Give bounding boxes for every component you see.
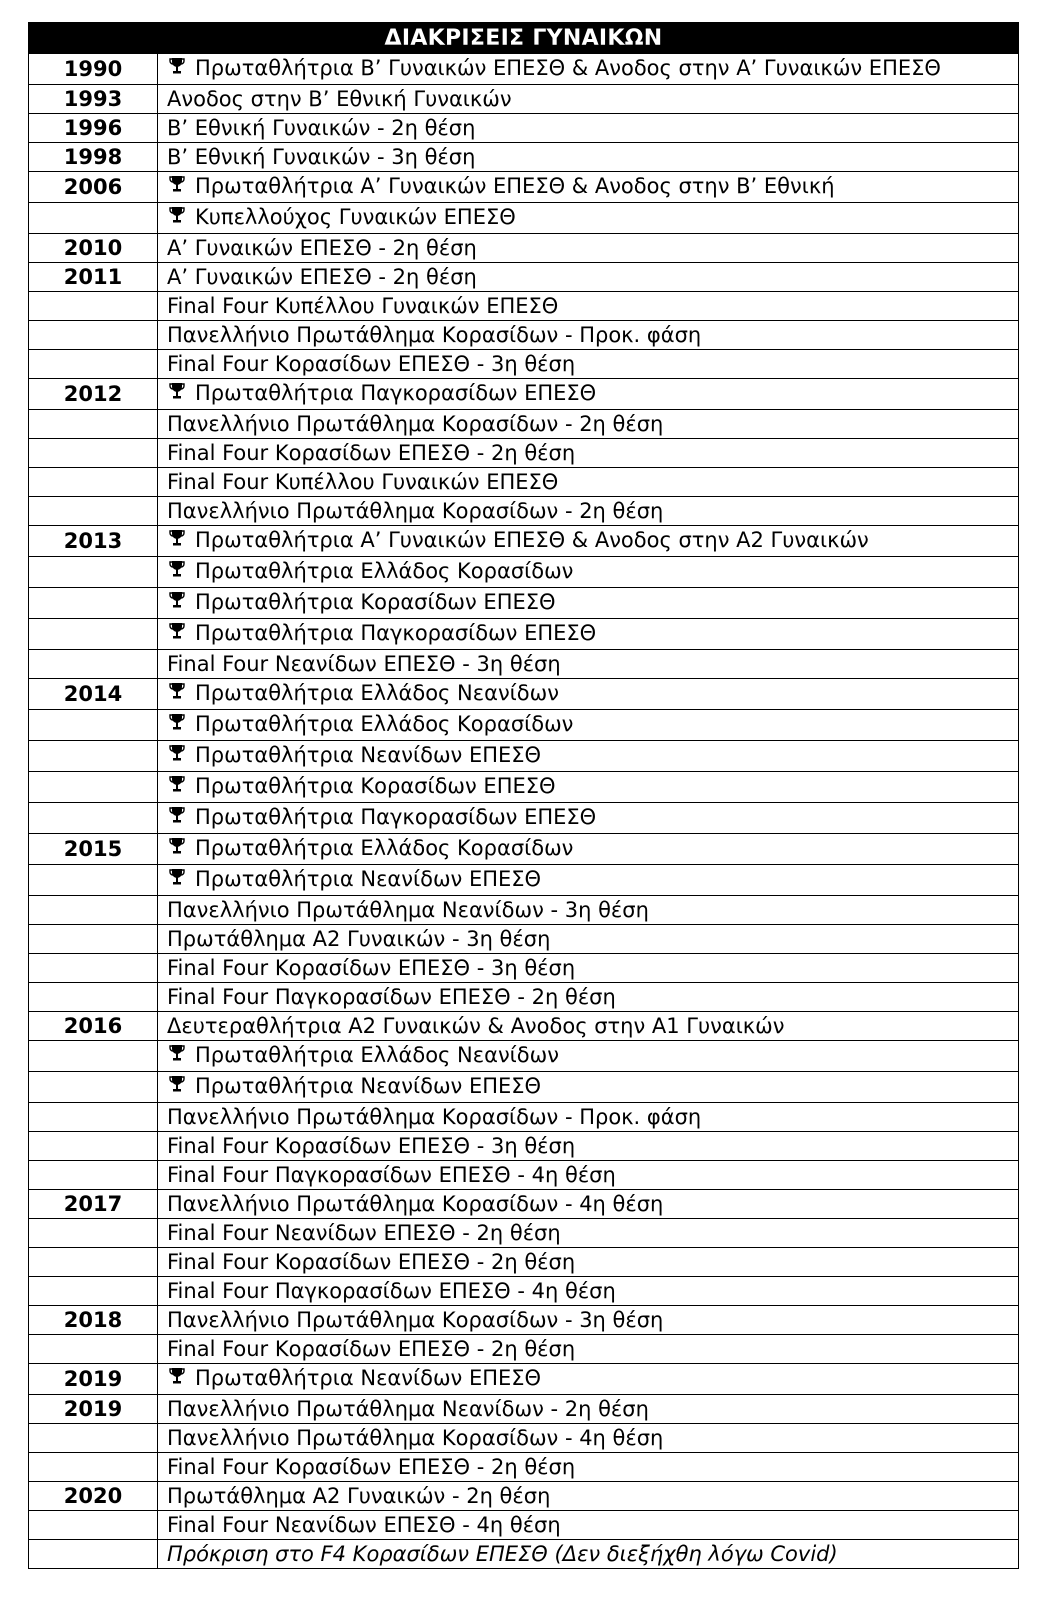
year-cell: 2018 (29, 1306, 158, 1335)
table-row (29, 834, 1019, 865)
achievement-text: Πανελλήνιο Πρωτάθλημα Κορασίδων - 2η θέση (167, 499, 664, 523)
table-row (29, 1277, 1019, 1306)
table-row (29, 954, 1019, 983)
table-row (29, 379, 1019, 410)
achievement-cell (158, 588, 1019, 619)
achievement-text: Πρωταθλήτρια Α’ Γυναικών ΕΠΕΣΘ & Ανοδος στην Α2 Γυναικών (195, 528, 869, 552)
table-row (29, 439, 1019, 468)
trophy-icon (167, 1366, 187, 1394)
table-row (29, 1511, 1019, 1540)
table-row (29, 54, 1019, 85)
year-cell: 2015 (29, 834, 158, 865)
achievement-cell (158, 1306, 1019, 1335)
achievement-cell (158, 896, 1019, 925)
table-row (29, 803, 1019, 834)
year-cell: 2013 (29, 526, 158, 557)
year-cell (29, 410, 158, 439)
year-cell (29, 1161, 158, 1190)
year-cell: 2011 (29, 263, 158, 292)
table-row (29, 557, 1019, 588)
year-cell (29, 983, 158, 1012)
achievement-cell (158, 379, 1019, 410)
achievement-text: Πρωταθλήτρια Κορασίδων ΕΠΕΣΘ (195, 590, 556, 614)
table-row (29, 1335, 1019, 1364)
achievement-cell (158, 1103, 1019, 1132)
trophy-icon (167, 174, 187, 202)
year-cell (29, 203, 158, 234)
year-cell (29, 1248, 158, 1277)
trophy-icon (167, 205, 187, 233)
achievement-cell (158, 439, 1019, 468)
achievement-text: Πρωταθλήτρια Ελλάδος Νεανίδων (195, 1043, 559, 1067)
trophy-icon (167, 681, 187, 709)
table-row (29, 263, 1019, 292)
achievement-cell (158, 350, 1019, 379)
table-row (29, 679, 1019, 710)
achievement-text: Final Four Κορασίδων ΕΠΕΣΘ - 3η θέση (167, 1134, 576, 1158)
achievement-cell (158, 1219, 1019, 1248)
achievement-cell (158, 1364, 1019, 1395)
year-cell (29, 1424, 158, 1453)
achievement-cell (158, 1482, 1019, 1511)
achievement-text: Δευτεραθλήτρια Α2 Γυναικών & Ανοδος στην Α1 Γυναικών (167, 1014, 785, 1038)
table-header-row (29, 23, 1019, 54)
achievement-text: Final Four Κορασίδων ΕΠΕΣΘ - 2η θέση (167, 1337, 576, 1361)
achievement-cell (158, 710, 1019, 741)
table-row (29, 234, 1019, 263)
achievement-cell (158, 54, 1019, 85)
achievement-cell (158, 234, 1019, 263)
achievement-cell (158, 741, 1019, 772)
year-cell (29, 1511, 158, 1540)
table-row (29, 172, 1019, 203)
achievement-cell (158, 1424, 1019, 1453)
table-row (29, 350, 1019, 379)
achievement-cell (158, 865, 1019, 896)
year-cell (29, 1219, 158, 1248)
table-row (29, 1453, 1019, 1482)
achievement-text: Α’ Γυναικών ΕΠΕΣΘ - 2η θέση (167, 265, 477, 289)
achievement-text: Πρωταθλήτρια Κορασίδων ΕΠΕΣΘ (195, 774, 556, 798)
year-cell (29, 292, 158, 321)
achievement-cell (158, 172, 1019, 203)
table-row (29, 1424, 1019, 1453)
table-row (29, 1248, 1019, 1277)
year-cell (29, 772, 158, 803)
year-cell: 2019 (29, 1364, 158, 1395)
achievement-text: Final Four Κορασίδων ΕΠΕΣΘ - 2η θέση (167, 441, 576, 465)
achievement-cell (158, 526, 1019, 557)
achievement-cell (158, 650, 1019, 679)
table-row (29, 203, 1019, 234)
achievement-cell (158, 1012, 1019, 1041)
year-cell (29, 1132, 158, 1161)
year-cell (29, 468, 158, 497)
year-cell (29, 321, 158, 350)
achievement-text: Πανελλήνιο Πρωτάθλημα Κορασίδων - Προκ. φάση (167, 1105, 702, 1129)
table-row (29, 983, 1019, 1012)
year-cell (29, 1041, 158, 1072)
trophy-icon (167, 805, 187, 833)
achievement-cell (158, 114, 1019, 143)
year-cell (29, 896, 158, 925)
year-cell (29, 619, 158, 650)
trophy-icon (167, 1043, 187, 1071)
achievement-cell (158, 557, 1019, 588)
table-row (29, 410, 1019, 439)
trophy-icon (167, 621, 187, 649)
achievement-cell (158, 85, 1019, 114)
year-cell: 1993 (29, 85, 158, 114)
achievement-text: Πρωταθλήτρια Β’ Γυναικών ΕΠΕΣΘ & Ανοδος στην Α’ Γυναικών ΕΠΕΣΘ (195, 56, 941, 80)
achievement-text: Final Four Παγκορασίδων ΕΠΕΣΘ - 4η θέση (167, 1279, 616, 1303)
achievement-cell (158, 1248, 1019, 1277)
year-cell (29, 865, 158, 896)
achievement-cell (158, 1540, 1019, 1569)
year-cell (29, 1103, 158, 1132)
achievements-document (28, 22, 1018, 1569)
table-row (29, 1103, 1019, 1132)
year-cell (29, 350, 158, 379)
achievement-text: Πανελλήνιο Πρωτάθλημα Κορασίδων - 4η θέση (167, 1426, 664, 1450)
table-row (29, 85, 1019, 114)
table-row (29, 526, 1019, 557)
year-cell (29, 1277, 158, 1306)
year-cell (29, 925, 158, 954)
achievement-text: Πρόκριση στο F4 Κορασίδων ΕΠΕΣΘ (Δεν διεξήχθη λόγω Covid) (167, 1542, 838, 1566)
trophy-icon (167, 381, 187, 409)
table-row (29, 1012, 1019, 1041)
table-row (29, 1190, 1019, 1219)
year-cell (29, 1540, 158, 1569)
achievement-cell (158, 1277, 1019, 1306)
achievement-text: Πρωτάθλημα Α2 Γυναικών - 3η θέση (167, 927, 551, 951)
achievement-cell (158, 321, 1019, 350)
achievement-text: Final Four Νεανίδων ΕΠΕΣΘ - 3η θέση (167, 652, 561, 676)
table-row (29, 588, 1019, 619)
year-cell: 2017 (29, 1190, 158, 1219)
achievement-text: Final Four Κυπέλλου Γυναικών ΕΠΕΣΘ (167, 294, 559, 318)
achievement-text: Πανελλήνιο Πρωτάθλημα Κορασίδων - Προκ. φάση (167, 323, 702, 347)
year-cell: 2019 (29, 1395, 158, 1424)
table-row (29, 1132, 1019, 1161)
year-cell (29, 650, 158, 679)
table-row (29, 1540, 1019, 1569)
year-cell (29, 1453, 158, 1482)
trophy-icon (167, 836, 187, 864)
table-row (29, 925, 1019, 954)
achievement-cell (158, 468, 1019, 497)
year-cell (29, 710, 158, 741)
achievement-cell (158, 1072, 1019, 1103)
year-cell: 2014 (29, 679, 158, 710)
year-cell (29, 954, 158, 983)
year-cell: 2006 (29, 172, 158, 203)
table-row (29, 468, 1019, 497)
table-row (29, 1395, 1019, 1424)
achievement-text: Πρωταθλήτρια Ελλάδος Κορασίδων (195, 559, 574, 583)
achievement-text: Κυπελλούχος Γυναικών ΕΠΕΣΘ (195, 205, 516, 229)
year-cell (29, 1335, 158, 1364)
table-row (29, 772, 1019, 803)
achievement-text: Πρωταθλήτρια Ελλάδος Κορασίδων (195, 836, 574, 860)
achievement-text: Πρωταθλήτρια Παγκορασίδων ΕΠΕΣΘ (195, 381, 597, 405)
trophy-icon (167, 559, 187, 587)
achievement-cell (158, 263, 1019, 292)
achievement-text: Πανελλήνιο Πρωτάθλημα Κορασίδων - 4η θέση (167, 1192, 664, 1216)
trophy-icon (167, 743, 187, 771)
table-row (29, 321, 1019, 350)
table-title: ΔΙΑΚΡΙΣΕΙΣ ΓΥΝΑΙΚΩΝ (29, 23, 1019, 54)
achievement-cell (158, 497, 1019, 526)
trophy-icon (167, 590, 187, 618)
year-cell (29, 557, 158, 588)
achievement-cell (158, 1335, 1019, 1364)
achievement-cell (158, 925, 1019, 954)
achievement-cell (158, 1132, 1019, 1161)
table-row (29, 1306, 1019, 1335)
achievement-text: Πανελλήνιο Πρωτάθλημα Κορασίδων - 2η θέση (167, 412, 664, 436)
trophy-icon (167, 712, 187, 740)
year-cell: 1996 (29, 114, 158, 143)
achievement-text: Ανοδος στην Β’ Εθνική Γυναικών (167, 87, 512, 111)
achievement-text: Πρωταθλήτρια Νεανίδων ΕΠΕΣΘ (195, 1366, 542, 1390)
table-row (29, 1482, 1019, 1511)
achievements-rows (29, 54, 1019, 1569)
achievement-text: Final Four Κυπέλλου Γυναικών ΕΠΕΣΘ (167, 470, 559, 494)
achievement-text: Πανελλήνιο Πρωτάθλημα Νεανίδων - 3η θέση (167, 898, 649, 922)
year-cell: 2010 (29, 234, 158, 263)
table-row (29, 1161, 1019, 1190)
achievement-cell (158, 803, 1019, 834)
achievement-cell (158, 1453, 1019, 1482)
table-row (29, 497, 1019, 526)
achievement-cell (158, 203, 1019, 234)
achievement-text: Πρωταθλήτρια Νεανίδων ΕΠΕΣΘ (195, 867, 542, 891)
achievement-cell (158, 1041, 1019, 1072)
achievement-text: Πρωταθλήτρια Παγκορασίδων ΕΠΕΣΘ (195, 805, 597, 829)
achievement-text: Πρωταθλήτρια Παγκορασίδων ΕΠΕΣΘ (195, 621, 597, 645)
achievement-text: Πρωταθλήτρια Α’ Γυναικών ΕΠΕΣΘ & Ανοδος στην Β’ Εθνική (195, 174, 835, 198)
achievement-text: Πρωταθλήτρια Ελλάδος Κορασίδων (195, 712, 574, 736)
year-cell: 2012 (29, 379, 158, 410)
achievement-text: Final Four Νεανίδων ΕΠΕΣΘ - 4η θέση (167, 1513, 561, 1537)
year-cell: 2020 (29, 1482, 158, 1511)
achievement-text: Final Four Παγκορασίδων ΕΠΕΣΘ - 4η θέση (167, 1163, 616, 1187)
achievement-cell (158, 619, 1019, 650)
table-row (29, 143, 1019, 172)
table-row (29, 710, 1019, 741)
trophy-icon (167, 774, 187, 802)
achievement-cell (158, 1395, 1019, 1424)
year-cell: 1990 (29, 54, 158, 85)
achievement-cell (158, 292, 1019, 321)
achievement-text: Final Four Κορασίδων ΕΠΕΣΘ - 3η θέση (167, 352, 576, 376)
achievement-cell (158, 1511, 1019, 1540)
achievement-text: Final Four Κορασίδων ΕΠΕΣΘ - 3η θέση (167, 956, 576, 980)
table-row (29, 1219, 1019, 1248)
year-cell (29, 497, 158, 526)
achievement-text: Πρωταθλήτρια Νεανίδων ΕΠΕΣΘ (195, 1074, 542, 1098)
year-cell: 2016 (29, 1012, 158, 1041)
trophy-icon (167, 56, 187, 84)
table-row (29, 896, 1019, 925)
achievement-cell (158, 983, 1019, 1012)
table-row (29, 1364, 1019, 1395)
achievement-text: Β’ Εθνική Γυναικών - 2η θέση (167, 116, 476, 140)
achievement-cell (158, 1190, 1019, 1219)
achievement-text: Final Four Κορασίδων ΕΠΕΣΘ - 2η θέση (167, 1455, 576, 1479)
achievement-cell (158, 143, 1019, 172)
achievement-text: Final Four Κορασίδων ΕΠΕΣΘ - 2η θέση (167, 1250, 576, 1274)
achievement-cell (158, 954, 1019, 983)
table-row (29, 741, 1019, 772)
achievement-cell (158, 834, 1019, 865)
trophy-icon (167, 528, 187, 556)
achievement-cell (158, 1161, 1019, 1190)
table-row (29, 865, 1019, 896)
achievement-text: Final Four Παγκορασίδων ΕΠΕΣΘ - 2η θέση (167, 985, 616, 1009)
achievement-text: Πανελλήνιο Πρωτάθλημα Νεανίδων - 2η θέση (167, 1397, 649, 1421)
achievement-cell (158, 410, 1019, 439)
achievement-cell (158, 772, 1019, 803)
year-cell (29, 1072, 158, 1103)
trophy-icon (167, 1074, 187, 1102)
achievements-table (28, 22, 1019, 1569)
table-row (29, 1072, 1019, 1103)
achievement-text: Πρωταθλήτρια Ελλάδος Νεανίδων (195, 681, 559, 705)
year-cell (29, 588, 158, 619)
achievement-text: Final Four Νεανίδων ΕΠΕΣΘ - 2η θέση (167, 1221, 561, 1245)
table-row (29, 650, 1019, 679)
trophy-icon (167, 867, 187, 895)
year-cell (29, 439, 158, 468)
table-row (29, 292, 1019, 321)
year-cell (29, 741, 158, 772)
achievement-text: Πανελλήνιο Πρωτάθλημα Κορασίδων - 3η θέση (167, 1308, 664, 1332)
achievement-text: Α’ Γυναικών ΕΠΕΣΘ - 2η θέση (167, 236, 477, 260)
achievement-text: Πρωτάθλημα Α2 Γυναικών - 2η θέση (167, 1484, 551, 1508)
achievement-cell (158, 679, 1019, 710)
table-row (29, 1041, 1019, 1072)
table-row (29, 114, 1019, 143)
table-row (29, 619, 1019, 650)
year-cell (29, 803, 158, 834)
year-cell: 1998 (29, 143, 158, 172)
achievement-text: Β’ Εθνική Γυναικών - 3η θέση (167, 145, 476, 169)
achievement-text: Πρωταθλήτρια Νεανίδων ΕΠΕΣΘ (195, 743, 542, 767)
